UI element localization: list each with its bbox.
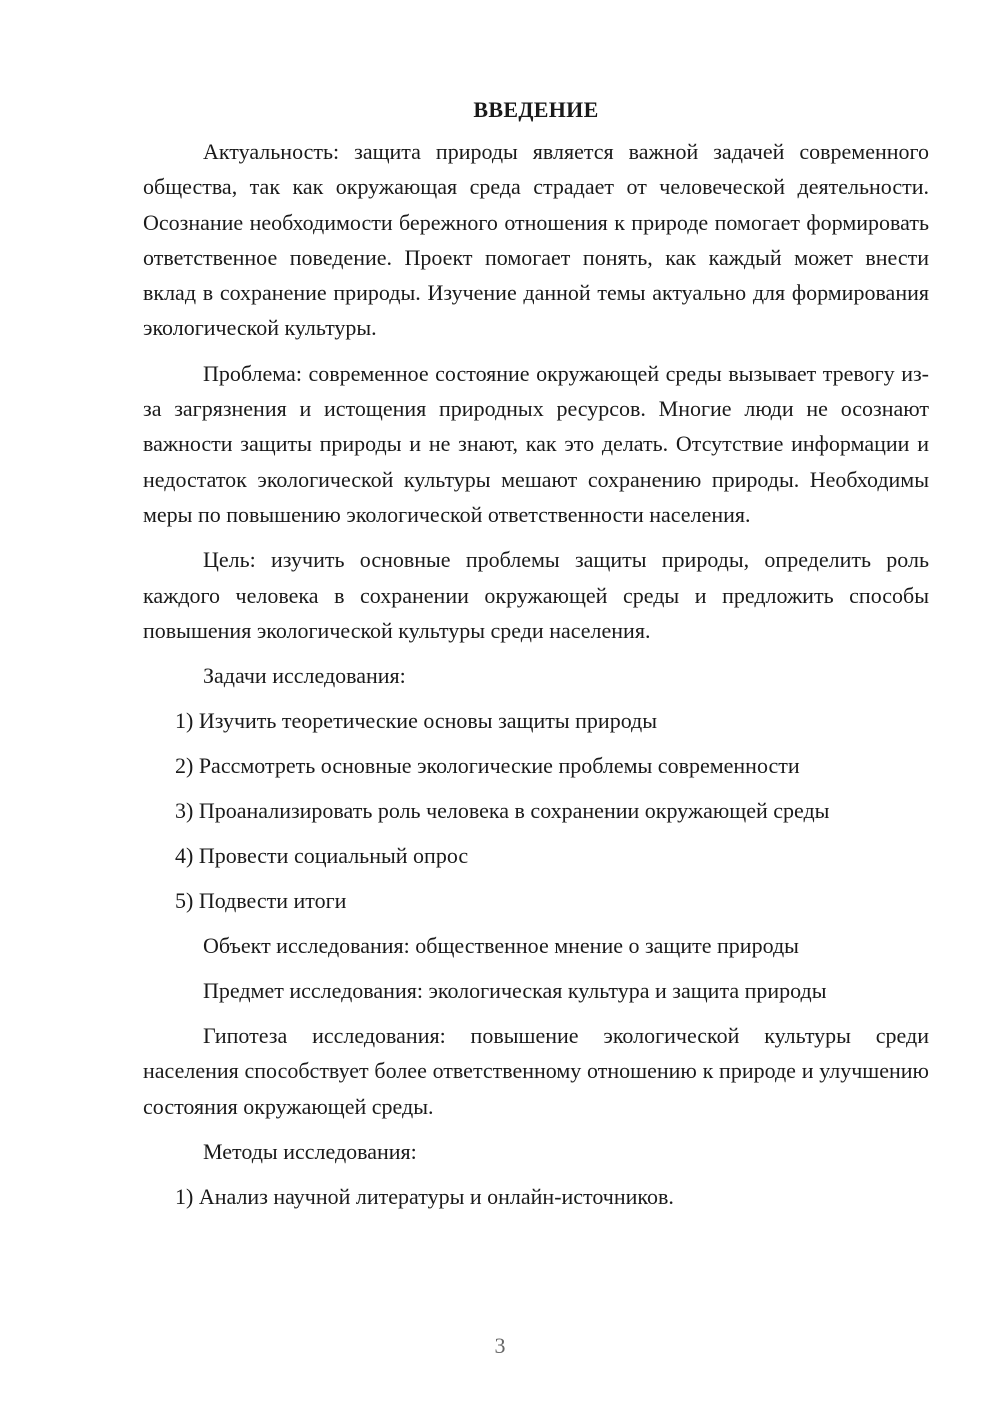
research-subject: Предмет исследования: экологическая культура и защита природы: [203, 978, 827, 1004]
research-object: Объект исследования: общественное мнение о защите природы: [203, 933, 799, 959]
page-number: 3: [494, 1333, 506, 1358]
task-item-5: 5) Подвести итоги: [175, 888, 347, 914]
tasks-heading: Задачи исследования:: [203, 663, 406, 689]
task-item-3: 3) Проанализировать роль человека в сохранении окружающей среды: [175, 798, 830, 824]
task-item-2: 2) Рассмотреть основные экологические проблемы современности: [175, 753, 800, 779]
section-title: ВВЕДЕНИЕ: [473, 97, 599, 122]
relevance-paragraph: Актуальность: защита природы является важной задачей современного общества, так как окружающая среда страдает от человеческой деятельности. Осознание необходимости бережного отношения к природе помогает формировать ответственное поведение. Проект помогает понять, как каждый может внести вклад в сохранение природы. Изучение данной темы актуально для формирования экологической культуры.: [143, 139, 929, 341]
hypothesis-paragraph: Гипотеза исследования: повышение экологической культуры среди населения способствует более ответственному отношению к природе и улучшению состояния окружающей среды.: [143, 1023, 929, 1119]
goal-paragraph: Цель: изучить основные проблемы защиты природы, определить роль каждого человека в сохранении окружающей среды и предложить способы повышения экологической культуры среди населения.: [143, 547, 929, 643]
document-page: [143, 92, 929, 1224]
problem-paragraph: Проблема: современное состояние окружающей среды вызывает тревогу из-за загрязнения и истощения природных ресурсов. Многие люди не осознают важности защиты природы и не знают, как это делать. Отсутствие информации и недостаток экологической культуры мешают сохранению природы. Необходимы меры по повышению экологической ответственности населения.: [143, 360, 929, 527]
task-item-1: 1) Изучить теоретические основы защиты природы: [175, 708, 658, 734]
method-item-1: 1) Анализ научной литературы и онлайн-источников.: [175, 1184, 674, 1210]
task-item-4: 4) Провести социальный опрос: [175, 843, 469, 869]
methods-heading: Методы исследования:: [203, 1139, 417, 1165]
